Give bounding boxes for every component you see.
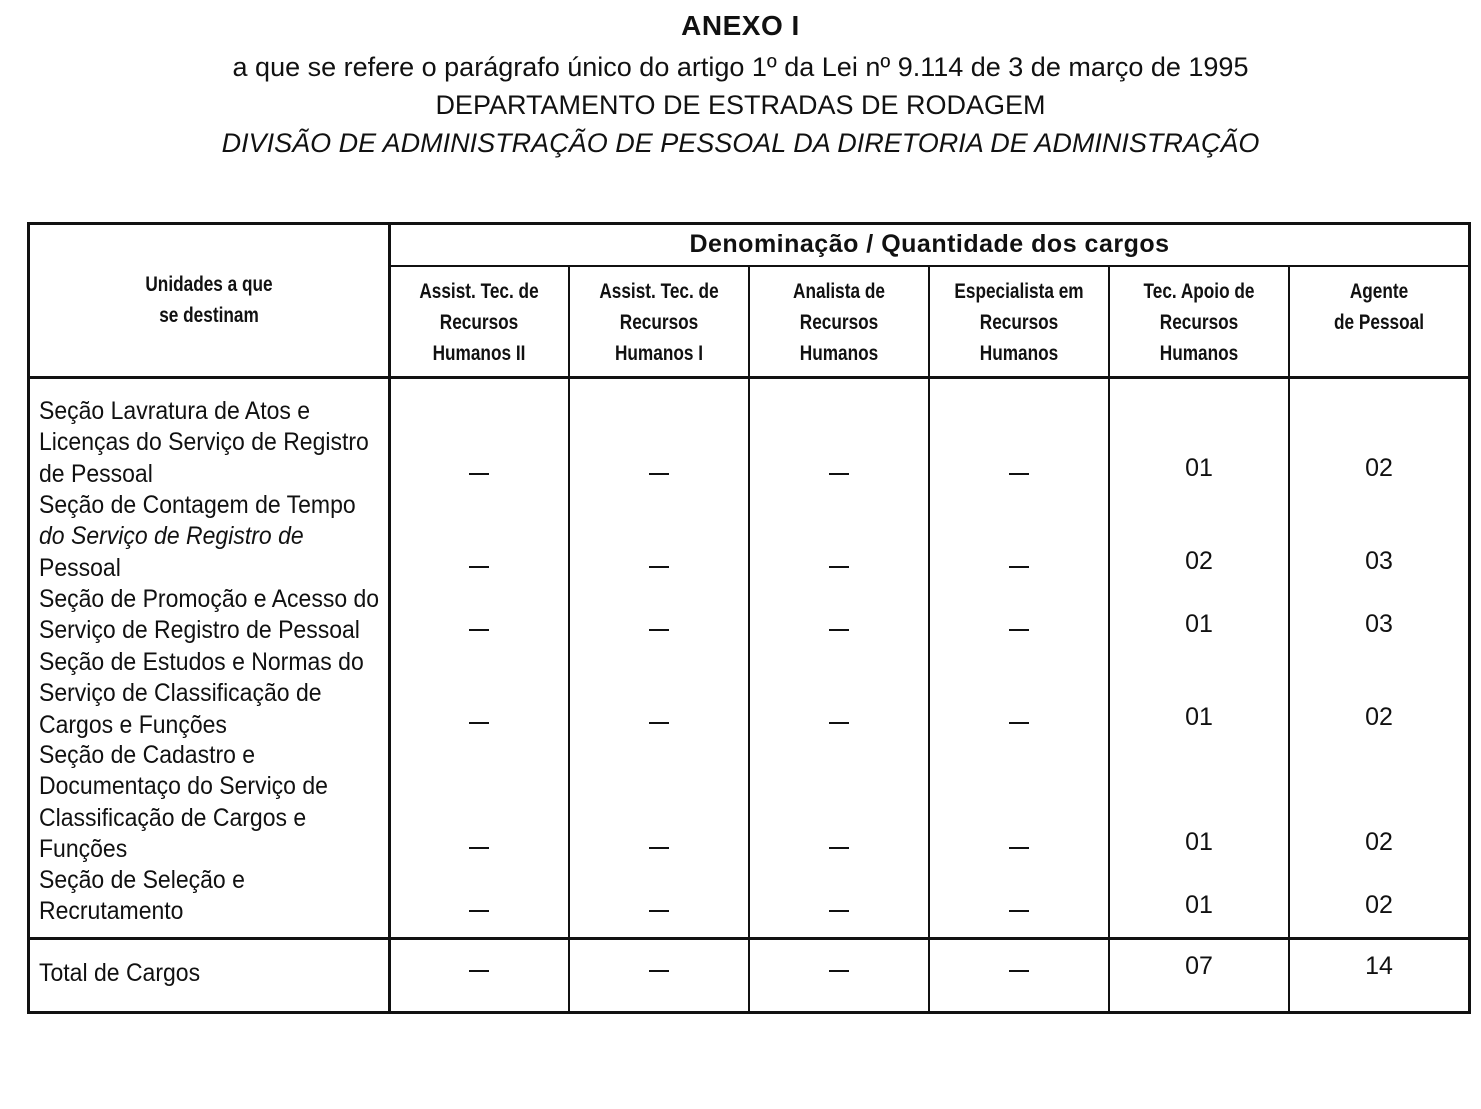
- department-name: DEPARTAMENTO DE ESTRADAS DE RODAGEM: [435, 90, 1046, 120]
- table-border-left: [27, 222, 30, 1014]
- column-header-line: Tec. Apoio de: [1143, 279, 1255, 303]
- empty-value-dash: [649, 847, 669, 849]
- unit-line: Licenças do Serviço de Registro: [39, 428, 369, 457]
- unit-line: Documentaço do Serviço de: [39, 772, 328, 801]
- empty-value-dash: [829, 722, 849, 724]
- unit-line: Seção de Contagem de Tempo: [39, 491, 356, 519]
- empty-value-dash: [1009, 629, 1029, 631]
- group-header: Denominação / Quantidade dos cargos: [689, 230, 1170, 258]
- empty-value-dash: [1009, 722, 1029, 724]
- empty-value-dash: [829, 847, 849, 849]
- column-header-line: Recursos: [1159, 310, 1239, 334]
- empty-value-dash: [1009, 566, 1029, 568]
- column-divider: [1108, 266, 1110, 1014]
- agente-value: 03: [1365, 610, 1393, 638]
- unit-line: Seção de Estudos e Normas do: [39, 648, 364, 676]
- positions-table: [27, 222, 1471, 1014]
- column-header-line: Humanos I: [614, 341, 704, 365]
- empty-value-dash: [469, 473, 489, 475]
- unit-line: Serviço de Classificação de: [39, 679, 322, 708]
- empty-value-dash: [469, 722, 489, 724]
- unit-line: Seção de Cadastro e: [39, 741, 256, 769]
- tec-apoio-value: 01: [1185, 610, 1213, 638]
- agente-value: 02: [1365, 828, 1393, 856]
- empty-value-dash: [1009, 473, 1029, 475]
- tec-apoio-value: 01: [1185, 828, 1213, 856]
- column-header-line: de Pessoal: [1334, 311, 1424, 334]
- agente-value: 02: [1365, 454, 1393, 482]
- empty-value-dash: [649, 722, 669, 724]
- empty-value-dash: [1009, 970, 1029, 972]
- unit-line: Cargos e Funções: [39, 710, 227, 739]
- empty-value-dash: [829, 970, 849, 972]
- column-divider: [928, 266, 930, 1014]
- column-header-line: Especialista em: [954, 279, 1084, 303]
- tec-apoio-value: 01: [1185, 703, 1213, 731]
- agente-value: 02: [1365, 703, 1393, 731]
- total-label: Total de Cargos: [39, 959, 201, 987]
- unit-cell: [39, 865, 245, 928]
- empty-value-dash: [649, 566, 669, 568]
- column-header-line: Recursos: [979, 310, 1059, 334]
- empty-value-dash: [1009, 910, 1029, 912]
- unit-line: Funções: [39, 835, 128, 864]
- column-header-line: Recursos: [619, 310, 699, 334]
- unit-cell: [39, 647, 364, 741]
- unit-line: Classificação de Cargos e: [39, 803, 307, 832]
- unit-header-line: se destinam: [159, 304, 259, 327]
- unit-header-line: Unidades a que: [145, 273, 273, 296]
- empty-value-dash: [469, 910, 489, 912]
- empty-value-dash: [829, 473, 849, 475]
- unit-line: Recrutamento: [39, 897, 184, 926]
- column-header-line: Humanos: [979, 341, 1059, 365]
- tec-apoio-value: 01: [1185, 891, 1213, 919]
- column-header-line: Humanos II: [432, 341, 526, 365]
- unit-line: Seção Lavratura de Atos e: [39, 397, 311, 425]
- unit-line: do Serviço de Registro de: [39, 522, 304, 551]
- agente-value: 03: [1365, 547, 1393, 575]
- column-header-tec-apoio: [1126, 272, 1272, 372]
- column-header-line: Agente: [1349, 280, 1409, 303]
- empty-value-dash: [649, 910, 669, 912]
- group-header-divider: [389, 265, 1471, 267]
- unit-cell: [39, 396, 369, 490]
- empty-value-dash: [469, 629, 489, 631]
- empty-value-dash: [469, 566, 489, 568]
- column-header-line: Assist. Tec. de: [419, 279, 539, 303]
- column-divider: [568, 266, 570, 1014]
- tec-apoio-value: 01: [1185, 454, 1213, 482]
- total-agente-value: 14: [1365, 952, 1393, 980]
- unit-column-header: [62, 270, 356, 330]
- unit-cell: [39, 740, 328, 866]
- unit-line: Pessoal: [39, 553, 121, 582]
- column-header-line: Humanos: [799, 341, 879, 365]
- empty-value-dash: [649, 970, 669, 972]
- law-reference: a que se refere o parágrafo único do artigo 1º da Lei nº 9.114 de 3 de março de 1995: [232, 52, 1249, 82]
- column-header-assist-tec-ii: [406, 272, 552, 372]
- column-header-line: Recursos: [799, 310, 879, 334]
- column-header-line: Analista de: [793, 279, 885, 303]
- column-divider: [1288, 266, 1290, 1014]
- empty-value-dash: [829, 566, 849, 568]
- unit-line: Serviço de Registro de Pessoal: [39, 616, 360, 645]
- column-header-line: Recursos: [439, 310, 519, 334]
- column-header-line: Assist. Tec. de: [599, 279, 719, 303]
- column-divider: [748, 266, 750, 1014]
- empty-value-dash: [649, 629, 669, 631]
- column-header-assist-tec-i: [586, 272, 732, 372]
- empty-value-dash: [1009, 847, 1029, 849]
- annex-title: ANEXO I: [681, 10, 800, 41]
- column-divider: [388, 222, 391, 1014]
- division-name: DIVISÃO DE ADMINISTRAÇÃO DE PESSOAL DA DIRETORIA DE ADMINISTRAÇÃO: [221, 128, 1260, 158]
- unit-cell: [39, 584, 379, 647]
- empty-value-dash: [469, 847, 489, 849]
- column-header-line: Humanos: [1159, 341, 1239, 365]
- empty-value-dash: [469, 970, 489, 972]
- tec-apoio-value: 02: [1185, 547, 1213, 575]
- unit-cell: [39, 490, 356, 584]
- empty-value-dash: [829, 629, 849, 631]
- column-header-especialista: [946, 272, 1092, 372]
- table-border-right: [1468, 222, 1471, 1014]
- agente-value: 02: [1365, 891, 1393, 919]
- unit-line: de Pessoal: [39, 459, 153, 488]
- column-header-agente: [1306, 272, 1452, 342]
- unit-line: Seção de Promoção e Acesso do: [39, 585, 380, 613]
- column-header-analista: [766, 272, 912, 372]
- empty-value-dash: [829, 910, 849, 912]
- unit-line: Seção de Seleção e: [39, 866, 245, 894]
- total-tec-apoio-value: 07: [1185, 952, 1213, 980]
- empty-value-dash: [649, 473, 669, 475]
